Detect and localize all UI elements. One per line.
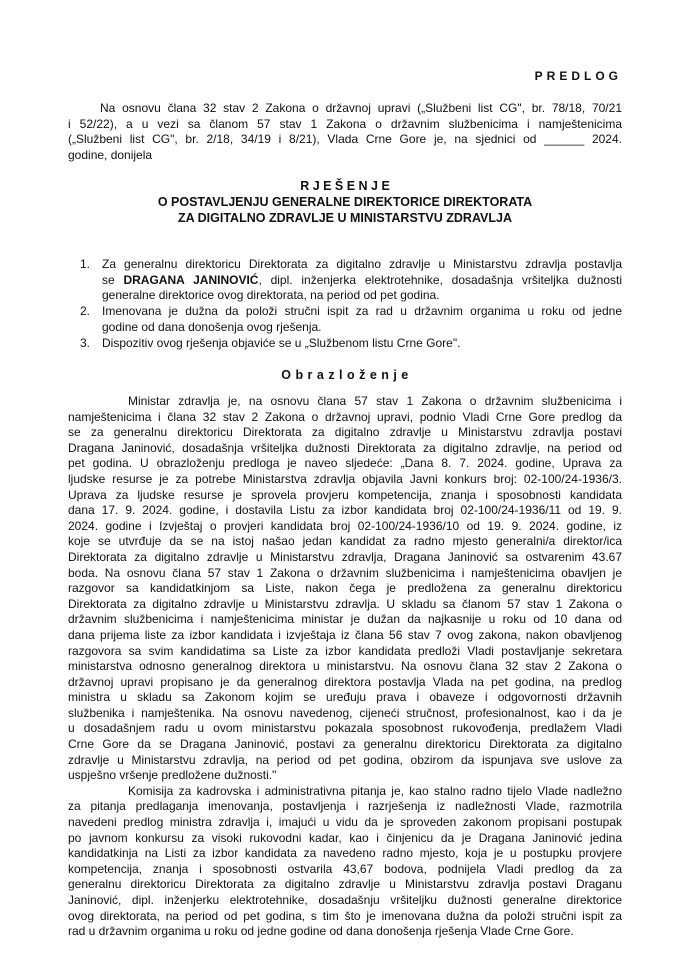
document-status-label: PREDLOG [534,69,622,83]
item-number: 3. [80,335,91,350]
text-line: generalnu direktoricu Direktorata za digitalno zdravlje u Ministarstvu zdravlja postavi Draganu [68,877,622,892]
text-line: Janinović, dipl. inženjerku elektrotehnike, dosadašnju vršiteljku dužnosti generalne direktorice [68,893,622,907]
text-line: dana 17. 9. 2024. godine, i dostavila Listu za izbor kandidata broj 02-100/24-1936/11 od 19. 9. [68,503,622,518]
decision-subtitle-line-1: O POSTAVLJENJU GENERALNE DIREKTORICE DIREKTORATA [157,195,533,209]
item-line: Za generalnu direktoricu Direktorata za digitalno zdravlje u Ministarstvu zdravlja postavlja [102,257,622,271]
text-line: ministarstva odnosno generalnog direktora u ministarstvu. Na osnovu člana 32 stav 2 Zakona o [68,659,622,674]
text-line: u dosadašnjem radu u ovom ministarstvu pokazala sposobnost rukovođenja, predlažem Vladi [68,721,622,736]
text-line: Crne Gore da se Dragana Janinović, postavi za generalnu direktoricu Direktorata za digitalno [68,737,622,752]
text-line: boda. Na osnovu člana 57 stav 1 Zakona o državnim službenicima i namještenicima obavljen je [68,565,622,580]
text-line: Direktorata za digitalno zdravlje u Ministarstvu zdravlja, Dragana Janinović sa ostvarenim 43.67 [68,549,622,564]
text-line: kandidatkinja na Listi za izbor kandidata za navedeno radno mjesto, koja je u postupku provjere [68,846,622,861]
text-line: Na osnovu člana 32 stav 2 Zakona o državnoj upravi („Službeni list CG", br. 78/18, 70/21 [100,101,622,115]
text-line: službenika i namještenika. Na osnovu navedenog, cijeneći stručnost, profesionalnost, kao i da je [68,705,622,720]
item-line: Dispozitiv ovog rješenja objaviće se u „Službenom listu Crne Gore". [102,335,461,350]
text-line: Komisija za kadrovska i administrativna pitanja je, kao stalno radno tijelo Vlade nadležno [128,783,622,798]
text-line: navedeni predlog ministra zdravlja i, imajući u vidu da je sproveden zakonom propisani postupak [68,815,622,830]
text-line: ljudske resurse je za potrebe Ministarstva zdravlja objavila Javni konkurs broj: 02-100/24-1936/3. [68,471,622,486]
text-line: rad u državnim organima u roku od jedne godine od dana donošenja rješenja Vlade Crne Gore. [68,924,574,939]
text-line: ovog direktorata, na period od pet godina, s tim što je imenovana dužna da položi stručni ispit za [68,908,622,923]
decision-items [0,257,679,352]
appointee-name: DRAGANA JANINOVIĆ [123,272,259,287]
item-number: 2. [80,304,91,318]
paragraph [68,394,622,784]
text-line: zdravlje u Ministarstvu zdravlja, na period od pet godina, obzirom da ispunjava sve uslove za [68,752,622,767]
preamble-paragraph [68,101,622,163]
text-line: uspješno vršenje predložene dužnosti." [68,768,277,783]
text-line: za pitanja predlaganja imenovanja, postavljenja i razrješenja iz nadležnosti Vlade, razmotrila [68,799,622,814]
text-line: godine, donijela [68,147,153,162]
item-line: godine od dana donošenja ovog rješenja. [102,319,322,334]
text-line: namještenicima i člana 32 stav 2 Zakona o državnoj upravi, podnio Vladi Crne Gore predlog da [68,409,622,424]
text-line: po javnom konkursu za visoki rukovodni kadar, kao i činjenicu da je Dragana Janinović jedina [68,830,622,845]
decision-item [0,336,679,352]
text-line: i 52/22), a u vezi sa članom 57 stav 1 Zakona o državnim službenicima i namještenicima [68,116,622,131]
item-line: Imenovana je dužna da položi stručni ispit za rad u državnim organima u roku od jedne [102,304,622,318]
text-line: Ministar zdravlja je, na osnovu člana 57 stav 1 Zakona o državnim službenicima i [128,394,622,408]
text-line: razgovor sa kandidatkinjom sa Liste, nakon čega je predložena za generalnu direktoricu [68,581,622,596]
reasoning-heading: O b r a z l o ž e n j e [281,368,409,382]
decision-subtitle-line-2: ZA DIGITALNO ZDRAVLJE U MINISTARSTVU ZDRAVLJA [177,211,513,225]
decision-heading: R J E Š E N J E [300,179,390,193]
item-number: 1. [80,257,91,271]
reasoning-body [68,394,622,940]
text-line: Uprava za ljudske resurse je sprovela provjeru kompetencija, znanja i sposobnosti kandidata [68,487,622,502]
text-line: („Službeni list CG", br. 2/18, 34/19 i 8/21), Vlada Crne Gore je, na sjednici od ______ 2024. [68,132,622,147]
paragraph [68,784,622,940]
decision-item [0,304,679,336]
text-line: Dragana Janinović, dosadašnja vršiteljka dužnosti Direktorata za digitalno zdravlje, na period od [68,440,622,455]
text-line: dana prijema liste za izbor kandidata i izvještaja iz člana 56 stav 7 ovog zakona, nakon obavljenog [68,627,622,642]
item-text: se [102,272,124,287]
text-line: koje se utvrđuje da se na istoj našao jedan kandidat za radno mjesto generalni/a direktor/ica [68,534,622,549]
item-line: generalne direktorice ovog direktorata, na period od pet godina. [102,288,440,303]
text-line: državnim službenicima i namještenicima ministar je dužan da najkasnije u roku od 10 dana od [68,612,622,627]
text-line: 2024. godine i Izvještaj o provjeri kandidata broj 02-100/24-1936/10 od 19. 9. 2024. godine, iz [68,518,622,533]
text-line: razgovora sa svim kandidatima sa Liste za izbor kandidata predloži Vladi postavljanje sekretara [68,643,622,658]
item-line [102,273,622,289]
text-line: državnoj upravi propisano je da generalnog direktora postavlja Vlada na pet godina, na predlog [68,674,622,689]
decision-title [68,178,622,226]
text-line: Direktorata za digitalno zdravlje u Ministarstvu zdravlja. U skladu sa članom 57 stav 1 Zakona o [68,596,622,611]
decision-item [0,257,679,304]
text-line: se za generalnu direktoricu Direktorata za digitalno zdravlje u Ministarstvu zdravlja postavi [68,425,622,440]
text-line: kompetencija, znanja i sposobnosti ostvarila 43,67 bodova, podnijela Vladi predlog da za [68,861,622,876]
item-text: , dipl. inženjerka elektrotehnike, dosadašnja vršiteljka dužnosti [258,272,622,287]
text-line: pet godina. U obrazloženju predloga je naveo sljedeće: „Dana 8. 7. 2024. godine, Uprava za [68,456,622,471]
text-line: ministra u skladu sa Zakonom kojim se uređuju prava i obaveze i odgovornosti državnih [68,690,622,705]
